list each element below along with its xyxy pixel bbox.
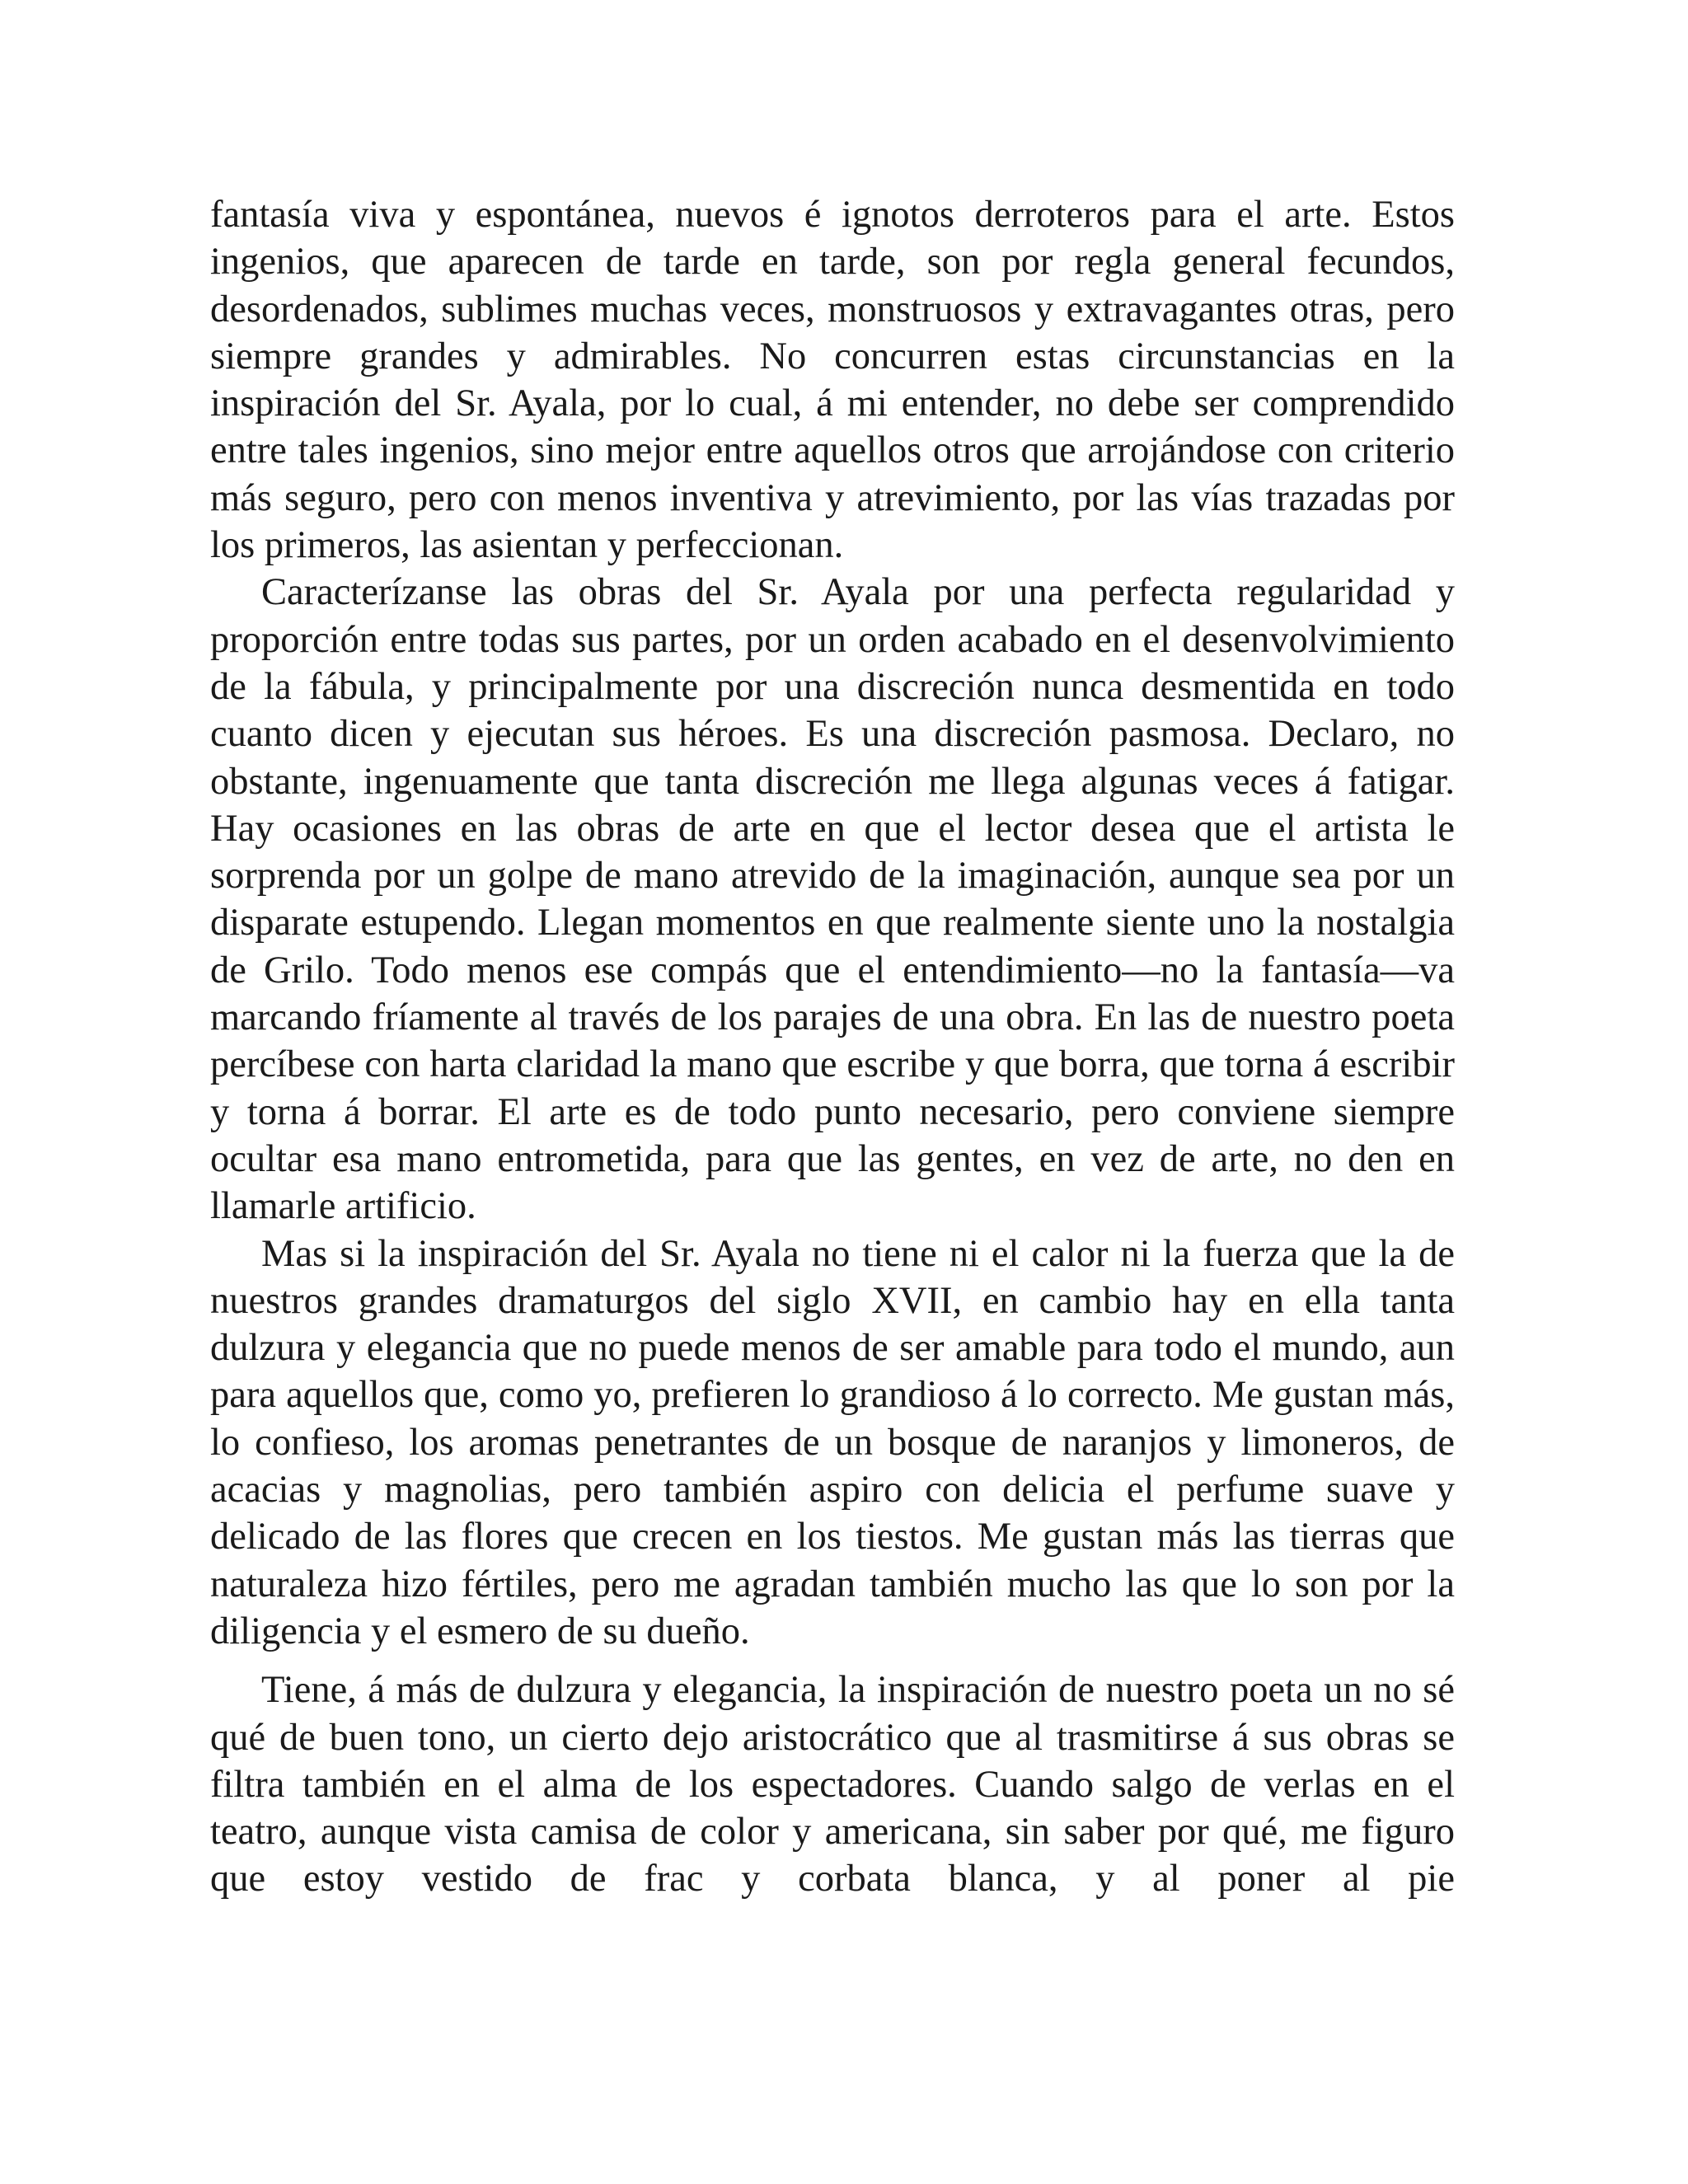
paragraph-2: Caracterízanse las obras del Sr. Ayala por una perfecta regularidad y proporción entre todas sus partes, por un orden acabado en el desenvolvimiento de la fábula, y principalmente por una discreción nunca desmentida en todo cuanto dicen y ejecutan sus héroes. Es una discreción pasmosa. Declaro, no obstante, ingenuamente que tanta discreción me llega algunas veces á fatigar. Hay ocasiones en las obras de arte en que el lector desea que el artista le sorprenda por un golpe de mano atrevido de la imaginación, aunque sea por un disparate estupendo. Llegan momentos en que realmente siente uno la nostalgia de Grilo. Todo menos ese compás que el entendimiento—no la fantasía—va marcando fríamente al través de los parajes de una obra. En las de nuestro poeta percíbese con harta claridad la mano que escribe y que borra, que torna á escribir y torna á borrar. El arte es de todo punto necesario, pero conviene siempre ocultar esa mano entrometida, para que las gentes, en vez de arte, no den en llamarle artificio. [210,571,1455,1228]
paragraph-3: Mas si la inspiración del Sr. Ayala no tiene ni el calor ni la fuerza que la de nuestros grandes dramaturgos del siglo XVII, en cambio hay en ella tanta dulzura y elegancia que no puede menos de ser amable para todo el mundo, aun para aquellos que, como yo, prefieren lo grandioso á lo correcto. Me gustan más, lo confieso, los aromas penetrantes de un bosque de naranjos y limoneros, de acacias y magnolias, pero también aspiro con delicia el perfume suave y delicado de las flores que crecen en los tiestos. Me gustan más las tierras que naturaleza hizo fértiles, pero me agradan también mucho las que lo son por la diligencia y el esmero de su dueño. [210,1232,1455,1652]
paragraph-1: fantasía viva y espontánea, nuevos é ignotos derroteros para el arte. Estos ingenios, que aparecen de tarde en tarde, son por regla general fecundos, desordenados, sublimes muchas veces, monstruosos y extravagantes otras, pero siempre grandes y admirables. No concurren estas circunstancias en la inspiración del Sr. Ayala, por lo cual, á mi entender, no debe ser comprendido entre tales ingenios, sino mejor entre aquellos otros que arrojándose con criterio más seguro, pero con menos inventiva y atrevimiento, por las vías trazadas por los primeros, las asientan y perfeccionan. [210,194,1455,567]
page-body [210,191,1455,1903]
paragraph-4: Tiene, á más de dulzura y elegancia, la inspiración de nuestro poeta un no sé qué de buen tono, un cierto dejo aristocrático que al trasmitirse á sus obras se filtra también en el alma de los espectadores. Cuando salgo de verlas en el teatro, aunque vista camisa de color y americana, sin saber por qué, me figuro que estoy vestido de frac y corbata blanca, y al poner al pie [210,1669,1455,1900]
